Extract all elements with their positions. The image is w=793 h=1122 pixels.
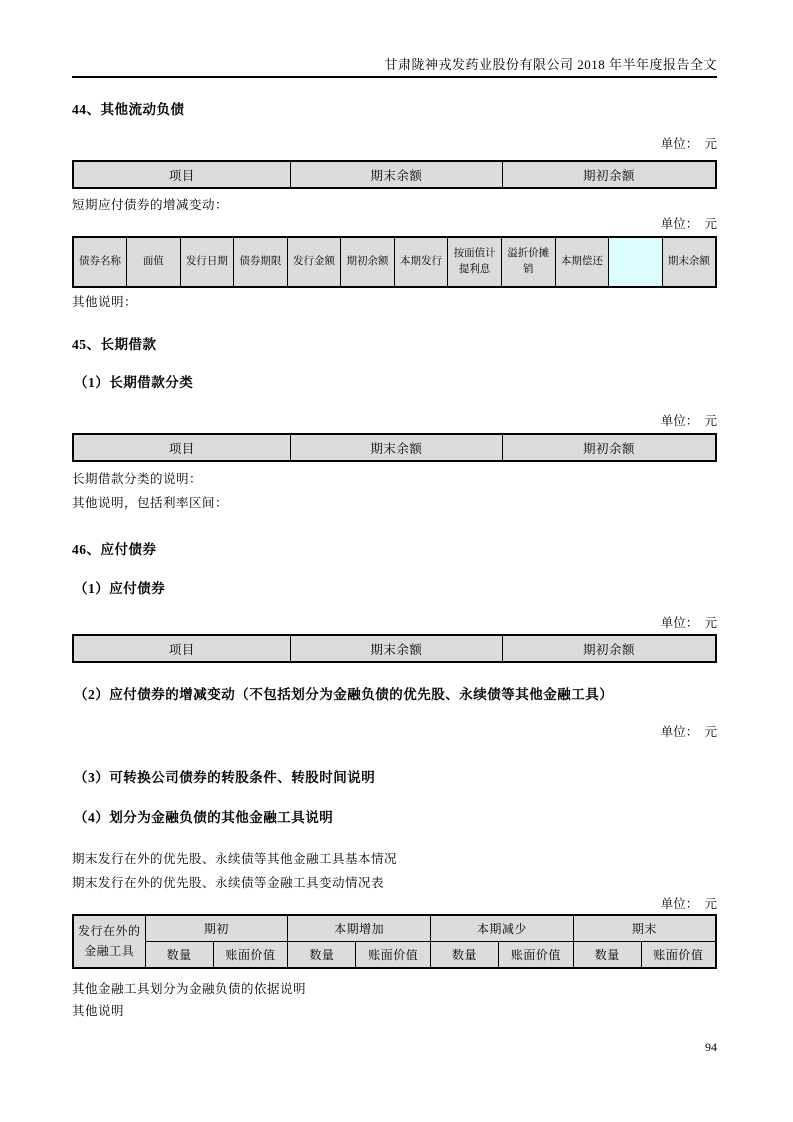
table-header-row [73, 237, 716, 287]
header-cell-outstanding-instruments [73, 915, 145, 968]
table-header-row [73, 635, 716, 662]
header-cell-beginning-balance: 期初余额 [503, 635, 716, 662]
section-46-sub1-title: （1）应付债券 [74, 581, 166, 596]
table-header-row [73, 161, 716, 188]
short-term-bond-change-note: 短期应付债券的增减变动： [72, 198, 229, 212]
other-current-liabilities-table [72, 160, 717, 189]
section-46-title: 46、应付债券 [72, 542, 157, 557]
section-44-title: 44、其他流动负债 [72, 102, 185, 117]
header-cell-increase: 本期增加 [288, 915, 431, 942]
document-header [72, 54, 717, 78]
header-cell-beginning-balance: 期初余额 [503, 434, 716, 461]
header-cell-ending-balance: 期末余额 [290, 434, 502, 461]
interest-rate-note: 其他说明，包括利率区间： [72, 496, 229, 510]
header-cell-item: 项目 [73, 635, 290, 662]
unit-label-1: 单位： 元 [660, 137, 717, 151]
section-46-sub3-title: （3）可转换公司债券的转股条件、转股时间说明 [74, 770, 376, 785]
other-note-44: 其他说明： [72, 295, 138, 309]
header-cell-item: 项目 [73, 161, 290, 188]
header-cell-beginning-balance: 期初余额 [341, 237, 395, 287]
long-term-loans-table [72, 433, 717, 462]
unit-label-4: 单位： 元 [660, 616, 717, 630]
subheader-book-value: 账面价值 [213, 942, 288, 969]
highlighted-empty-cell [609, 237, 663, 287]
liability-classification-basis-note: 其他金融工具划分为金融负债的依据说明 [72, 982, 307, 996]
other-note-46: 其他说明 [72, 1004, 125, 1018]
header-cell-interest-at-face: 按面值计提利息 [448, 237, 502, 287]
subheader-book-value: 账面价值 [641, 942, 716, 969]
header-cell-current-repayment: 本期偿还 [555, 237, 609, 287]
unit-label-5: 单位： 元 [660, 725, 717, 739]
table-subheader-row [73, 942, 716, 969]
header-cell-face-value: 面值 [127, 237, 181, 287]
header-cell-issue-date: 发行日期 [180, 237, 234, 287]
subheader-book-value: 账面价值 [356, 942, 431, 969]
short-term-bonds-table [72, 236, 717, 288]
section-46-sub2-title: （2）应付债券的增减变动（不包括划分为金融负债的优先股、永续债等其他金融工具） [74, 687, 614, 702]
header-cell-ending-balance: 期末余额 [290, 161, 502, 188]
section-45-sub1-title: （1）长期借款分类 [74, 375, 194, 390]
header-line-1: 发行在外的 [78, 924, 141, 939]
unit-label-3: 单位： 元 [660, 414, 717, 428]
unit-label-2: 单位： 元 [660, 217, 717, 231]
header-cell-item: 项目 [73, 434, 290, 461]
unit-label-6: 单位： 元 [660, 897, 717, 911]
header-cell-ending-balance: 期末余额 [662, 237, 716, 287]
page-number: 94 [705, 1040, 717, 1054]
subheader-quantity: 数量 [145, 942, 213, 969]
section-45-title: 45、长期借款 [72, 337, 157, 352]
subheader-quantity: 数量 [430, 942, 498, 969]
table-header-row [73, 915, 716, 942]
section-46-sub4-title: （4）划分为金融负债的其他金融工具说明 [74, 810, 334, 825]
bonds-payable-table [72, 634, 717, 663]
subheader-quantity: 数量 [288, 942, 356, 969]
header-cell-premium-amortization: 溢折价摊销 [502, 237, 556, 287]
document-title: 甘肃陇神戎发药业股份有限公司 2018 年半年度报告全文 [384, 57, 717, 72]
header-cell-ending-balance: 期末余额 [290, 635, 502, 662]
header-cell-issue-amount: 发行金额 [287, 237, 341, 287]
header-cell-decrease: 本期减少 [430, 915, 573, 942]
table-header-row [73, 434, 716, 461]
header-cell-beginning-balance: 期初余额 [503, 161, 716, 188]
outstanding-instruments-basic-note: 期末发行在外的优先股、永续债等其他金融工具基本情况 [72, 852, 398, 866]
subheader-quantity: 数量 [573, 942, 641, 969]
header-cell-bond-name: 债券名称 [73, 237, 127, 287]
financial-instruments-table [72, 914, 717, 969]
header-cell-current-issue: 本期发行 [394, 237, 448, 287]
outstanding-instruments-change-note: 期末发行在外的优先股、永续债等金融工具变动情况表 [72, 876, 385, 890]
header-cell-ending: 期末 [573, 915, 716, 942]
header-line-2: 金融工具 [84, 943, 135, 958]
loan-classification-note: 长期借款分类的说明： [72, 472, 203, 486]
header-cell-beginning: 期初 [145, 915, 288, 942]
subheader-book-value: 账面价值 [499, 942, 574, 969]
header-cell-bond-term: 债券期限 [234, 237, 288, 287]
